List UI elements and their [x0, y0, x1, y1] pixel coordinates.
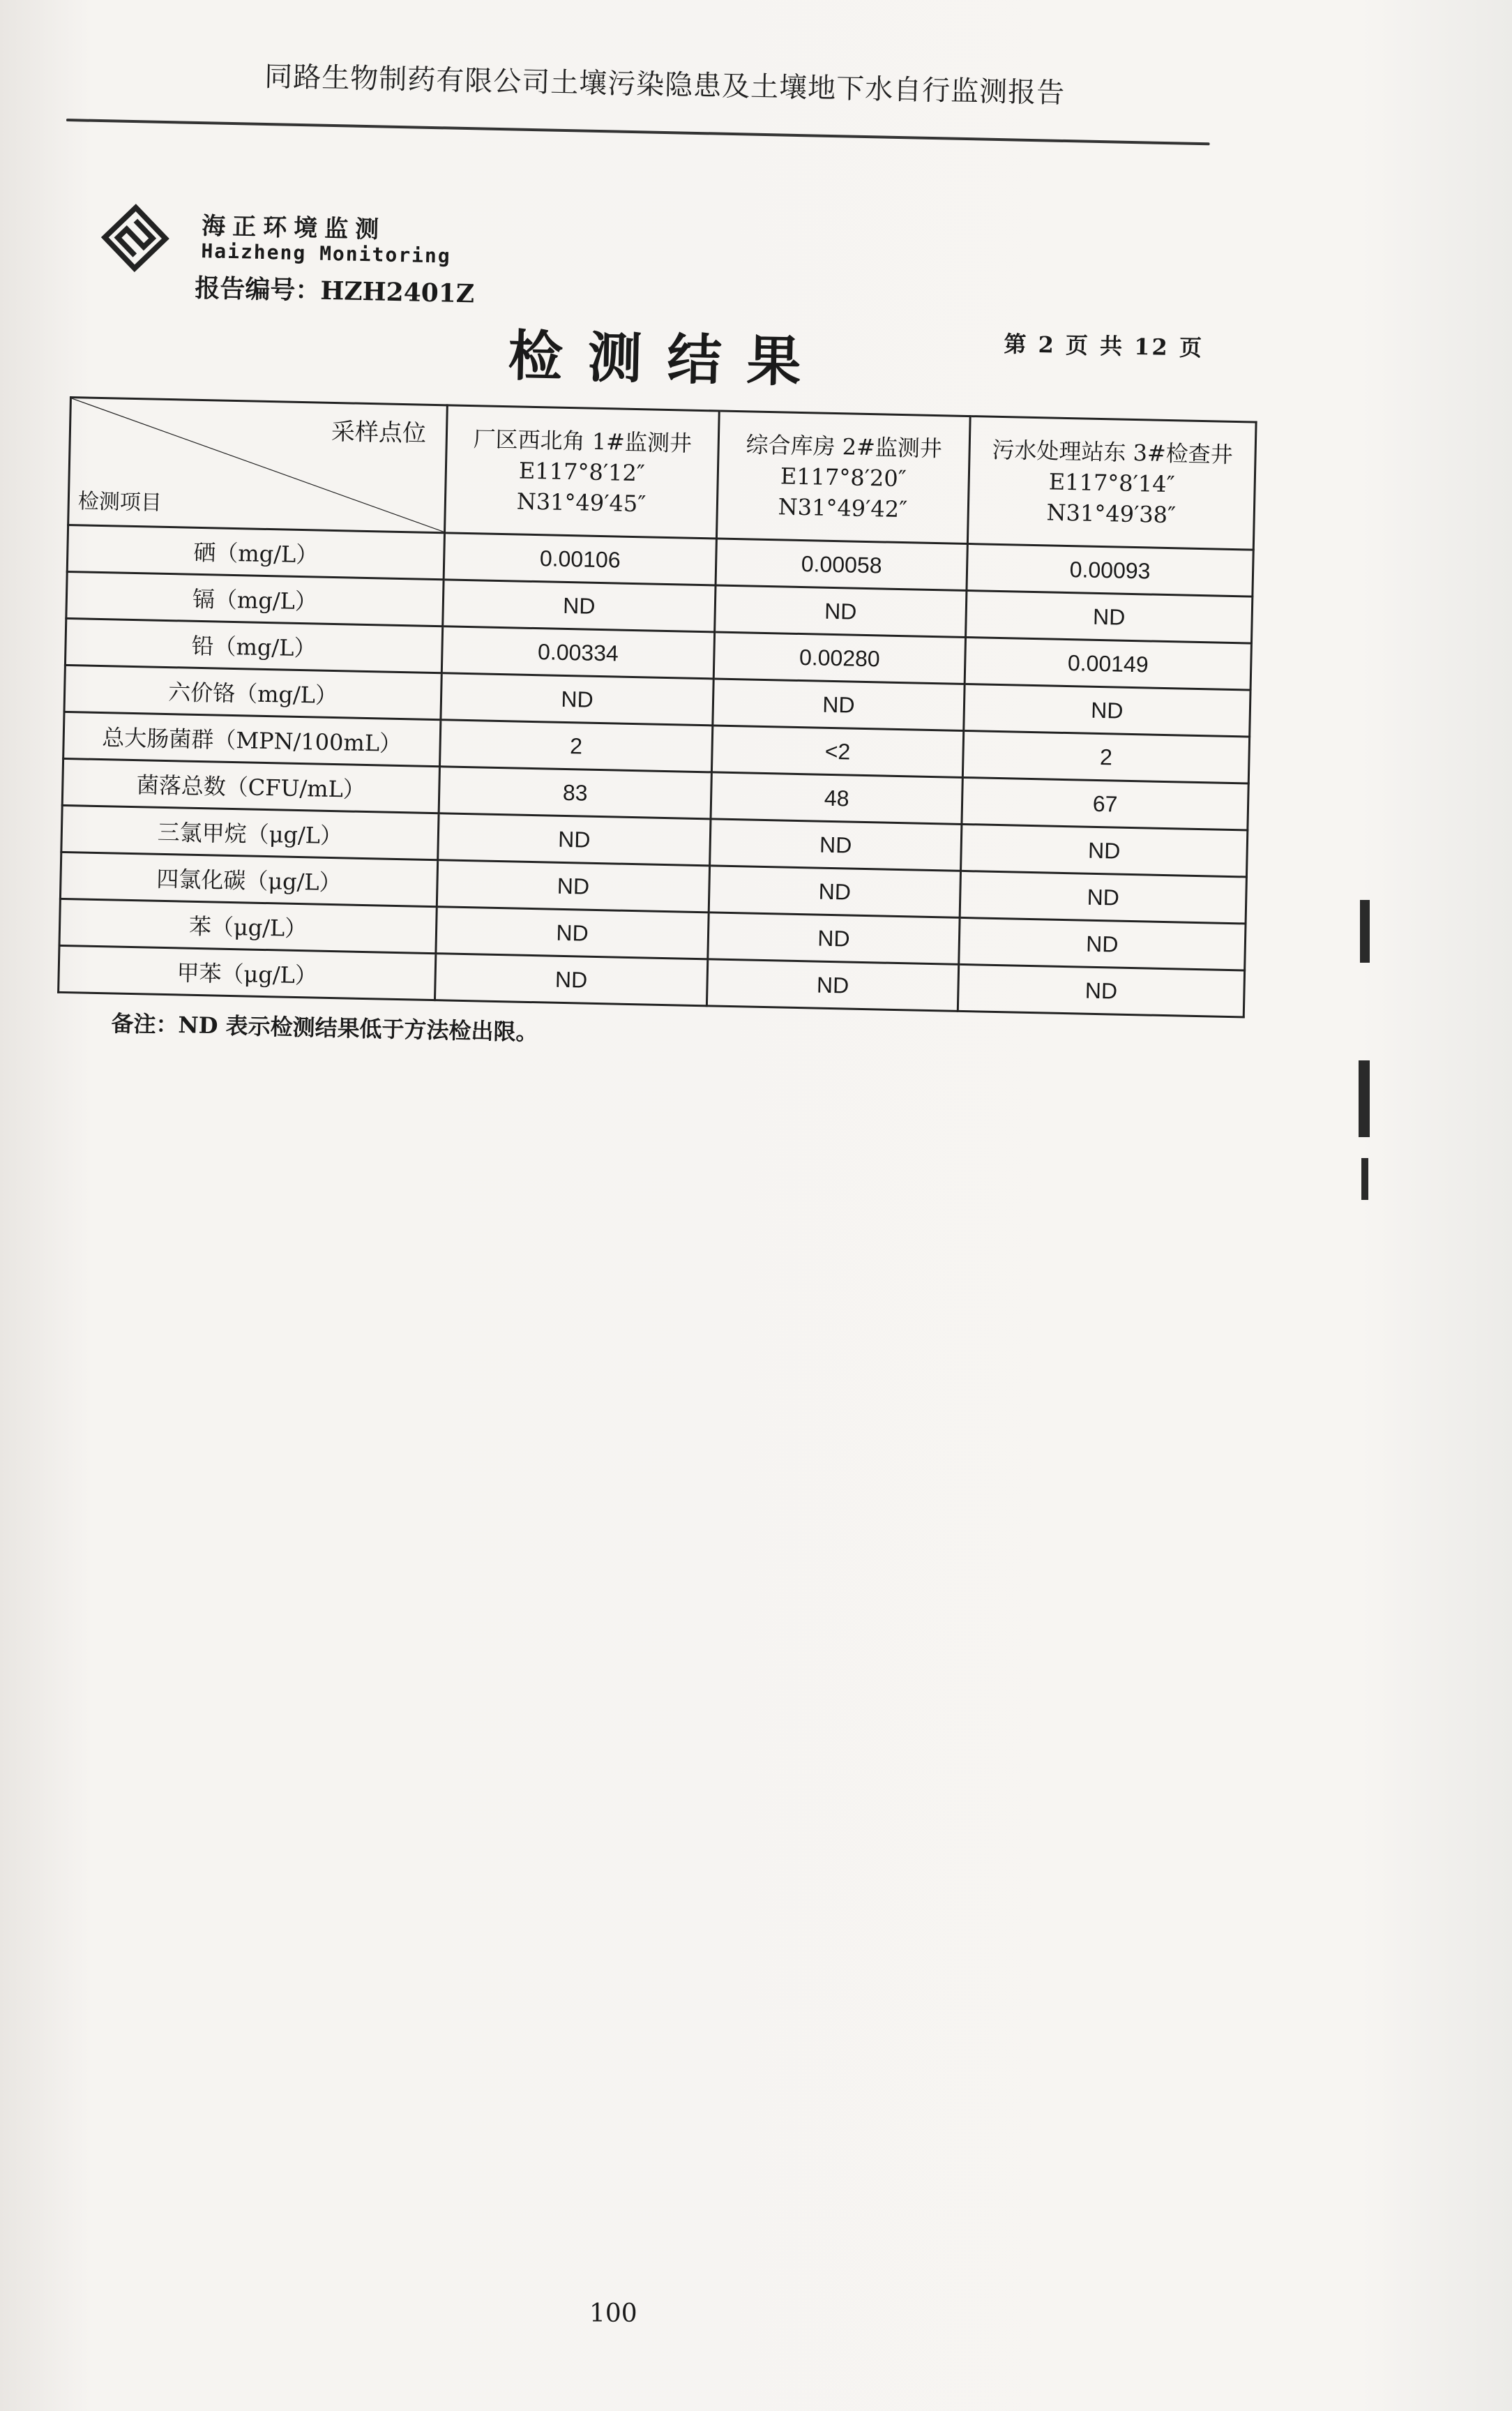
brand-name-cn: 海正环境监测 — [201, 212, 386, 244]
value-cell: 83 — [439, 767, 711, 819]
location-longitude: E117°8′12″ — [518, 457, 646, 487]
results-table-container — [57, 396, 1255, 1018]
value-cell: ND — [436, 907, 709, 959]
test-item-cell: 铅（mg/L） — [65, 618, 442, 673]
location-latitude: N31°49′38″ — [1046, 499, 1177, 529]
haizheng-logo-icon — [96, 199, 174, 277]
test-item-cell: 硒（mg/L） — [67, 525, 444, 579]
test-item-cell: 四氯化碳（μg/L） — [60, 852, 437, 906]
value-cell: ND — [715, 585, 967, 638]
test-item-cell: 镉（mg/L） — [66, 571, 444, 626]
value-cell: 0.00106 — [444, 533, 716, 585]
value-cell: 2 — [962, 730, 1249, 783]
value-cell: ND — [959, 917, 1246, 970]
value-cell: 0.00149 — [965, 637, 1251, 690]
value-cell: ND — [960, 871, 1246, 924]
test-item-cell: 三氯甲烷（μg/L） — [61, 805, 439, 859]
location-latitude: N31°49′45″ — [516, 488, 647, 518]
location-longitude: E117°8′14″ — [1048, 468, 1175, 498]
running-header: 同路生物制药有限公司土壤污染隐患及土壤地下水自行监测报告 — [264, 60, 1066, 110]
location-header-1 — [445, 405, 720, 539]
location-name: 污水处理站东 3#检查井 — [992, 436, 1234, 468]
value-cell: ND — [713, 679, 965, 731]
brand-name-en: Haizheng Monitoring — [201, 239, 452, 268]
corner-label-sampling-point: 采样点位 — [331, 417, 427, 448]
page-count: 第 2 页 共 12 页 — [1004, 330, 1204, 361]
edge-bleed-mark — [1359, 1060, 1370, 1137]
value-cell: ND — [709, 866, 960, 918]
value-cell: ND — [438, 813, 711, 866]
value-cell: 67 — [962, 777, 1248, 830]
value-cell: ND — [441, 673, 713, 726]
test-item-cell: 菌落总数（CFU/mL） — [62, 758, 439, 813]
report-number: 报告编号：HZH2401Z — [194, 273, 475, 309]
corner-label-test-item: 检测项目 — [77, 489, 162, 516]
edge-bleed-mark — [1360, 900, 1370, 963]
location-name: 厂区西北角 1#监测井 — [473, 426, 693, 457]
results-table — [57, 396, 1257, 1018]
document-title: 检测结果 — [507, 324, 827, 395]
value-cell: ND — [710, 819, 962, 871]
table-header-row — [68, 398, 1256, 550]
test-item-cell: 甲苯（μg/L） — [59, 945, 436, 1000]
location-latitude: N31°49′42″ — [778, 493, 908, 523]
value-cell: ND — [966, 590, 1253, 643]
location-name: 综合库房 2#监测井 — [746, 431, 943, 463]
edge-bleed-mark — [1361, 1158, 1368, 1200]
value-cell: 0.00093 — [967, 544, 1253, 597]
value-cell: ND — [443, 580, 716, 632]
value-cell: ND — [964, 684, 1250, 737]
value-cell: 0.00058 — [716, 539, 967, 591]
value-cell: ND — [437, 860, 709, 912]
location-longitude: E117°8′20″ — [780, 463, 907, 493]
page-number: 100 — [589, 2299, 637, 2328]
test-item-cell: 六价铬（mg/L） — [64, 665, 441, 719]
value-cell: ND — [708, 912, 960, 965]
table-note: 备注：ND 表示检测结果低于方法检出限。 — [111, 1009, 538, 1046]
value-cell: ND — [958, 964, 1244, 1017]
location-header-2 — [716, 411, 970, 543]
value-cell: <2 — [711, 726, 963, 778]
value-cell: ND — [434, 954, 707, 1006]
test-item-cell: 苯（μg/L） — [59, 899, 437, 953]
location-header-3 — [967, 416, 1256, 550]
corner-header-cell — [68, 398, 448, 533]
value-cell: ND — [961, 824, 1248, 877]
value-cell: 0.00280 — [713, 632, 965, 684]
test-item-cell: 总大肠菌群（MPN/100mL） — [63, 712, 441, 766]
value-cell: ND — [706, 959, 958, 1012]
value-cell: 48 — [711, 772, 962, 825]
value-cell: 0.00334 — [441, 626, 714, 679]
value-cell: 2 — [440, 720, 713, 772]
